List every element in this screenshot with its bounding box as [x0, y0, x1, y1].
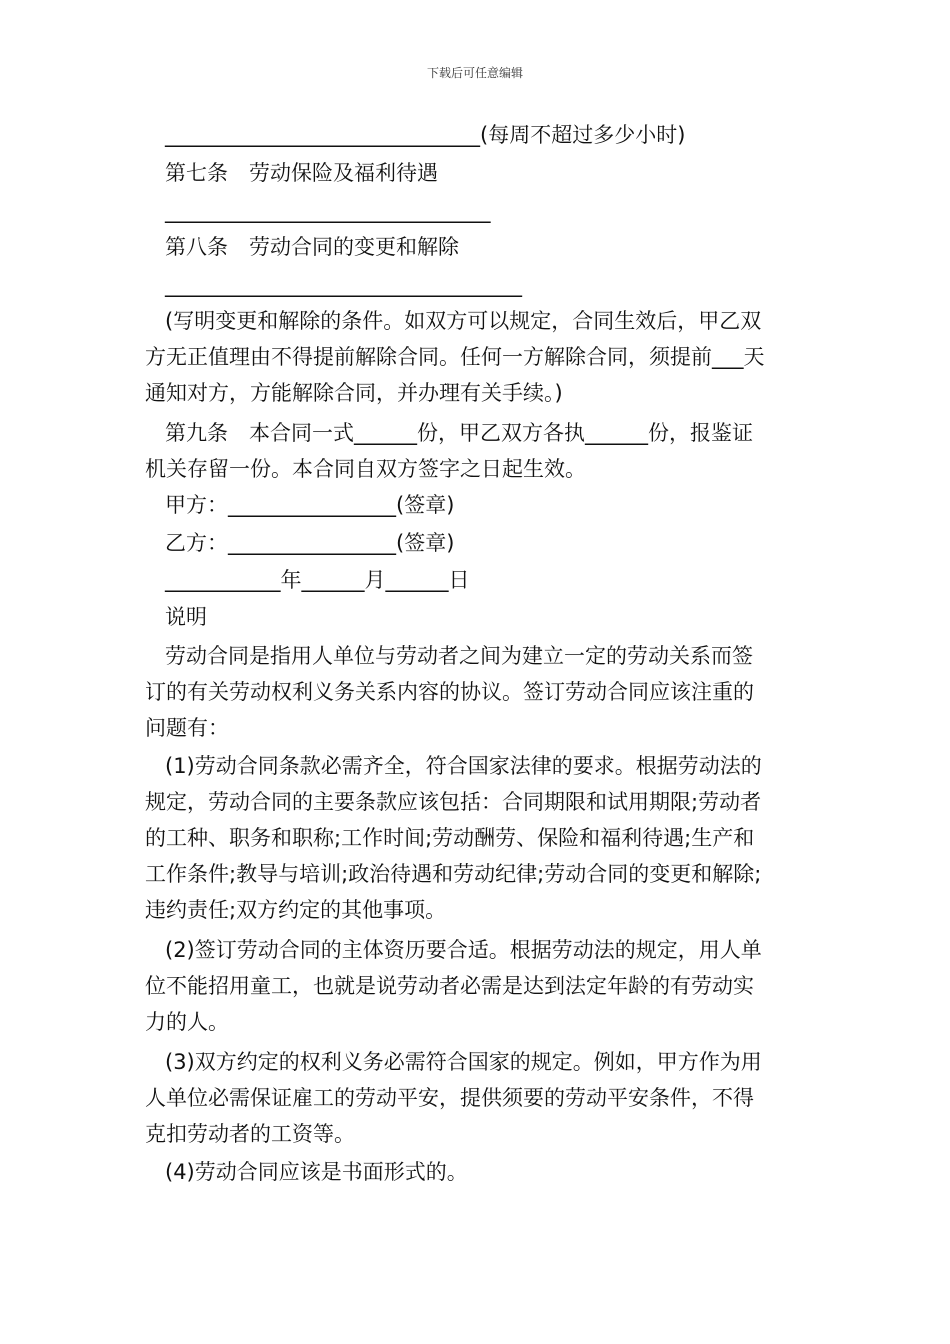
item-1-line-5: 违约责任;双方约定的其他事项。 [145, 898, 447, 922]
article-8-blank: __________________________________ [165, 273, 522, 297]
item-1-line-1: (1)劳动合同条款必需齐全，符合国家法律的要求。根据劳动法的 [165, 754, 762, 778]
party-b-signature: 乙方：________________(签章) [165, 531, 455, 555]
working-hours-line: ______________________________(每周不超过多少小时) [165, 123, 686, 147]
explanation-para-1-line-3: 问题有： [145, 716, 229, 740]
article-9-line-2: 机关存留一份。本合同自双方签字之日起生效。 [145, 457, 586, 481]
item-3-line-3: 克扣劳动者的工资等。 [145, 1122, 355, 1146]
item-3-line-1: (3)双方约定的权利义务必需符合国家的规定。例如，甲方作为用 [165, 1050, 762, 1074]
item-4-line-1: (4)劳动合同应该是书面形式的。 [165, 1160, 468, 1184]
article-8-note-line-3: 通知对方，方能解除合同，并办理有关手续。) [145, 381, 563, 405]
explanation-para-1-line-1: 劳动合同是指用人单位与劳动者之间为建立一定的劳动关系而签 [165, 644, 753, 668]
item-1-line-3: 的工种、职务和职称;工作时间;劳动酬劳、保险和福利待遇;生产和 [145, 826, 755, 850]
article-7-blank: _______________________________ [165, 199, 491, 223]
item-1-line-4: 工作条件;教导与培训;政治待遇和劳动纪律;劳动合同的变更和解除; [145, 862, 762, 886]
explanation-para-1-line-2: 订的有关劳动权利义务关系内容的协议。签订劳动合同应该注重的 [145, 680, 754, 704]
item-2-line-2: 位不能招用童工，也就是说劳动者必需是达到法定年龄的有劳动实 [145, 974, 754, 998]
explanation-heading: 说明 [165, 605, 207, 629]
date-line: ___________年______月______日 [165, 568, 470, 592]
item-1-line-2: 规定，劳动合同的主要条款应该包括：合同期限和试用期限;劳动者 [145, 790, 762, 814]
party-a-signature: 甲方：________________(签章) [165, 493, 455, 517]
article-8-heading: 第八条 劳动合同的变更和解除 [165, 235, 459, 259]
item-2-line-3: 力的人。 [145, 1010, 229, 1034]
article-7-heading: 第七条 劳动保险及福利待遇 [165, 161, 438, 185]
item-3-line-2: 人单位必需保证雇工的劳动平安，提供须要的劳动平安条件，不得 [145, 1086, 754, 1110]
article-9-line-1: 第九条 本合同一式______份，甲乙双方各执______份，报鉴证 [165, 421, 753, 445]
article-8-note-line-1: (写明变更和解除的条件。如双方可以规定，合同生效后，甲乙双 [165, 309, 762, 333]
article-8-note-line-2: 方无正值理由不得提前解除合同。任何一方解除合同，须提前___天 [145, 345, 765, 369]
item-2-line-1: (2)签订劳动合同的主体资历要合适。根据劳动法的规定，用人单 [165, 938, 762, 962]
page-header: 下载后可任意编辑 [426, 66, 523, 80]
